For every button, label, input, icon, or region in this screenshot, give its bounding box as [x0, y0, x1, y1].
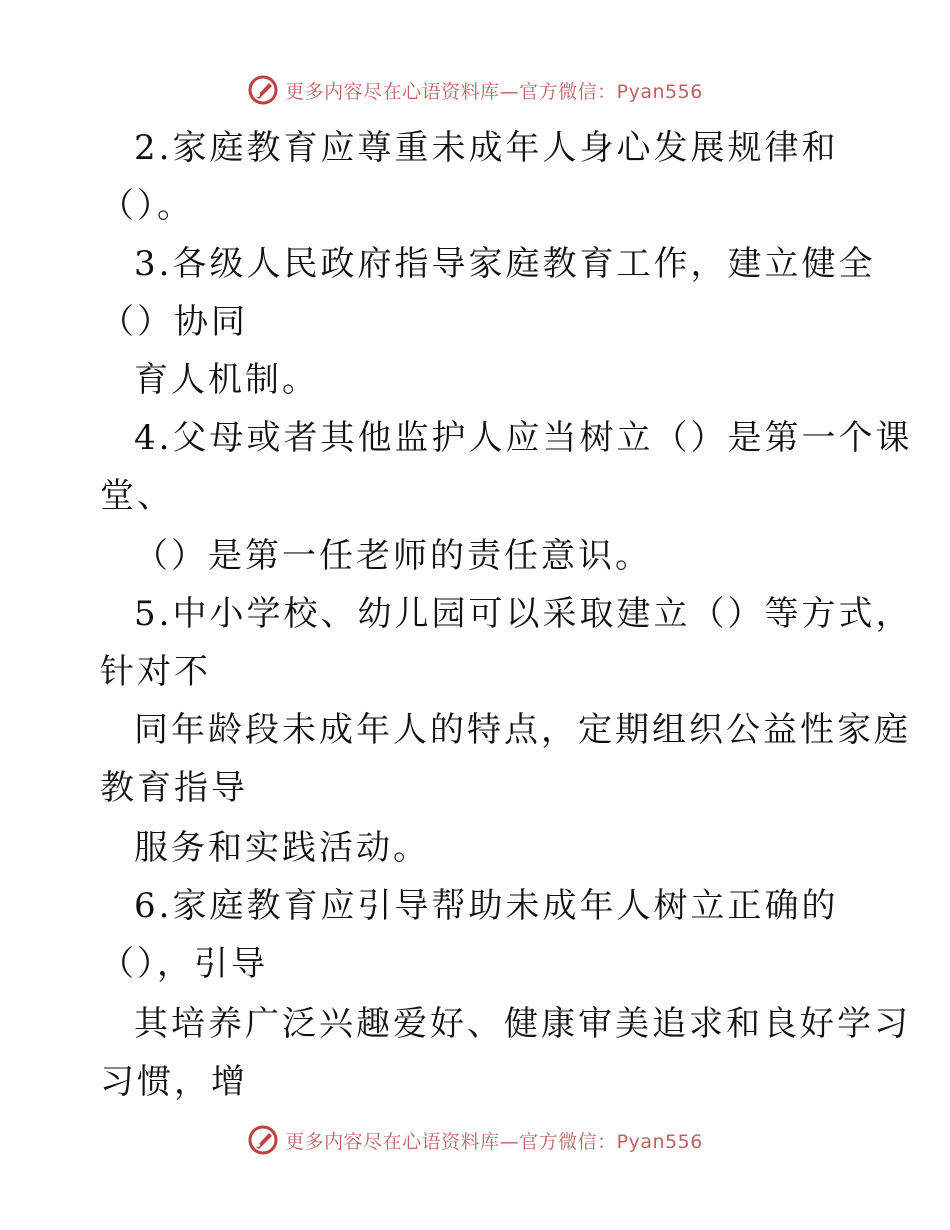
- text-line: 育人机制。: [134, 360, 319, 400]
- text-line: 习惯，增: [100, 1062, 248, 1102]
- text-line: 6.家庭教育应引导帮助未成年人树立正确的: [134, 886, 839, 926]
- text-line: 其培养广泛兴趣爱好、健康审美追求和良好学习: [134, 1004, 911, 1044]
- watermark-text: 更多内容尽在心语资料库—官方微信：Pyan556: [285, 1130, 703, 1153]
- footer-watermark: [0, 1120, 950, 1160]
- text-line: 堂、: [100, 476, 174, 516]
- text-line: 2.家庭教育应尊重未成年人身心发展规律和: [134, 128, 839, 168]
- text-line: 服务和实践活动。: [134, 828, 430, 868]
- pen-logo-icon: [247, 74, 279, 106]
- text-line: 针对不: [100, 652, 211, 692]
- text-line: （）是第一任老师的责任意识。: [134, 536, 652, 576]
- text-line: 5.中小学校、幼儿园可以采取建立（）等方式，: [134, 594, 913, 634]
- pen-logo-icon: [247, 1124, 279, 1156]
- text-line: （）协同: [100, 302, 248, 342]
- text-line: 4.父母或者其他监护人应当树立（）是第一个课: [134, 418, 913, 458]
- text-line: （）。: [100, 186, 194, 226]
- text-line: （），引导: [100, 944, 268, 984]
- header-watermark: [0, 70, 950, 110]
- watermark-text: 更多内容尽在心语资料库—官方微信：Pyan556: [285, 80, 703, 103]
- text-line: 同年龄段未成年人的特点，定期组织公益性家庭: [134, 710, 911, 750]
- text-line: 3.各级人民政府指导家庭教育工作，建立健全: [134, 244, 876, 284]
- text-line: 教育指导: [100, 768, 248, 808]
